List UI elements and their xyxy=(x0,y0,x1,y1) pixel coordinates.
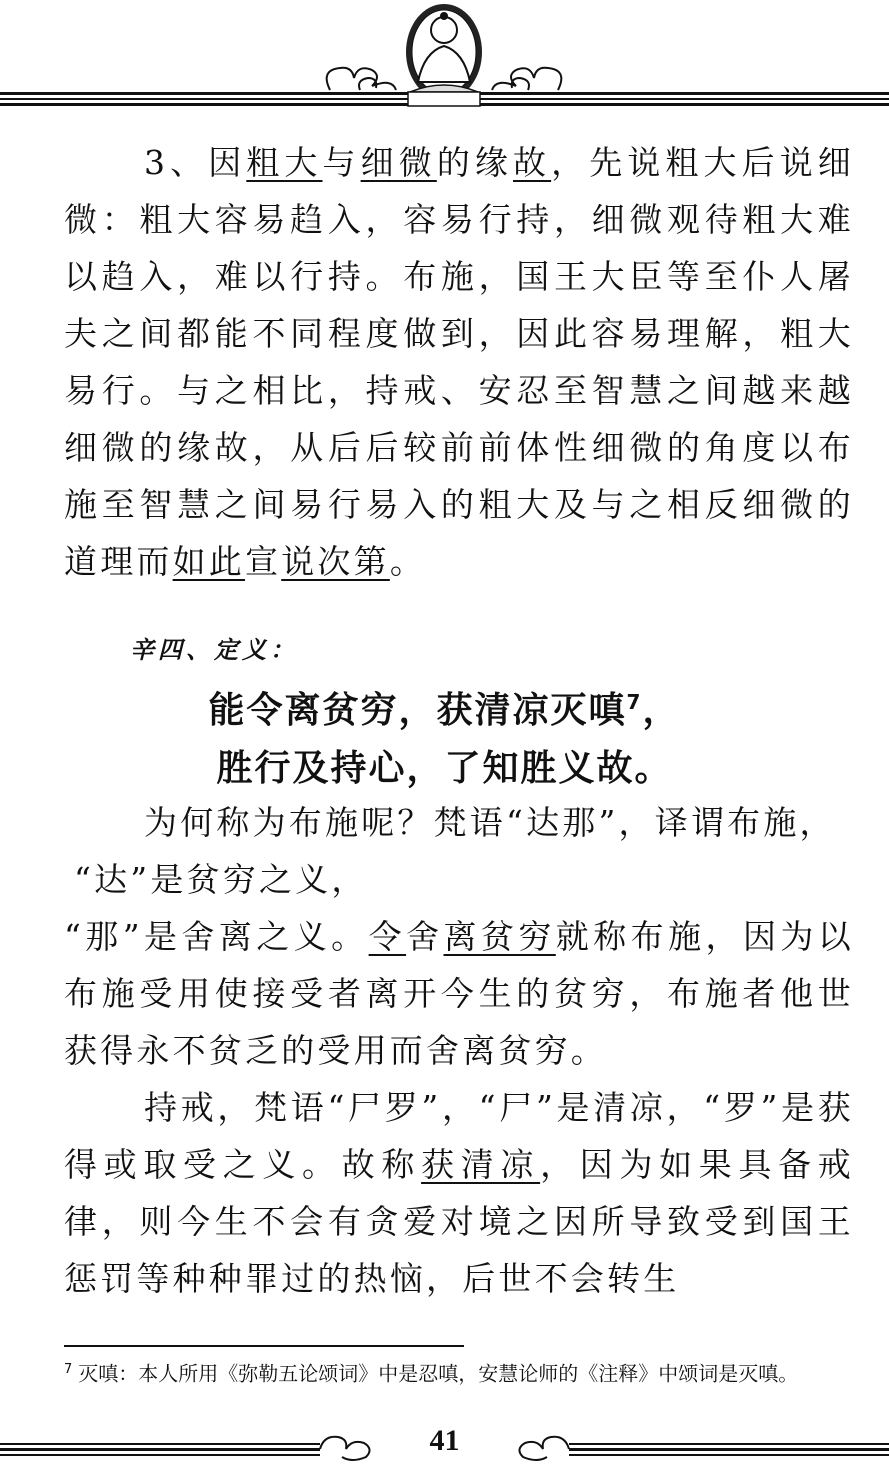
footnote-mark: 7 xyxy=(64,1362,73,1377)
text-run: 持戒，梵语“尸罗”，“尸”是清凉，“罗”是获得或取受之义。故称 xyxy=(64,1088,854,1184)
main-text-continued xyxy=(64,794,854,1307)
underlined-text: 细微 xyxy=(360,143,437,182)
buddha-image xyxy=(406,4,482,106)
underlined-text: 离贫穷 xyxy=(443,917,556,956)
verse-line-1 xyxy=(0,682,889,733)
header-ornament xyxy=(0,0,889,112)
verse-line-2: 胜行及持心，了知胜义故。 xyxy=(216,748,673,789)
underlined-text: 令 xyxy=(368,917,407,956)
text-run: 与 xyxy=(322,143,361,182)
text-run: 。 xyxy=(389,542,427,581)
footnote xyxy=(64,1355,854,1389)
text-run: 的缘 xyxy=(436,143,514,182)
verse-text: ， xyxy=(642,690,681,731)
paragraph-2-line-2: “达”是贫穷之义， xyxy=(74,860,368,899)
text-run: ，因为如果具备戒律，则今生不会有贪爱对境之因所导致受到国王惩罚等种种罪过的热恼，后世不会转生 xyxy=(64,1145,854,1298)
underlined-text: 说次第 xyxy=(281,542,390,581)
underlined-text: 粗大 xyxy=(246,143,323,182)
text-run: “那”是舍离之义。 xyxy=(64,917,369,956)
verse-text: 能令离贫穷，获清凉灭嗔 xyxy=(208,690,627,731)
text-run: 舍 xyxy=(406,917,444,956)
underlined-text: 故 xyxy=(513,143,552,182)
text-run: 宣 xyxy=(245,542,282,581)
paragraph-2 xyxy=(64,908,854,1079)
paragraph-1 xyxy=(64,134,854,590)
footnote-reference[interactable]: 7 xyxy=(626,690,643,714)
section-heading: 辛四、定义： xyxy=(130,636,298,664)
footnote-text: 灭嗔：本人所用《弥勒五论颂词》中是忍嗔，安慧论师的《注释》中颂词是灭嗔。 xyxy=(78,1361,799,1386)
right-cloud-ornament xyxy=(492,68,561,90)
paragraph-2-line-1: 为何称为布施呢？梵语“达那”，译谓布施， xyxy=(144,803,836,842)
text-run: 就称布施，因为以布施受用使接受者离开今生的贫穷，布施者他世获得永不贫乏的受用而舍离贫穷。 xyxy=(64,917,855,1070)
underlined-text: 获清凉 xyxy=(421,1145,541,1184)
text-run: 3、因 xyxy=(144,143,247,182)
paragraph-3 xyxy=(64,1079,854,1307)
left-cloud-ornament xyxy=(327,68,396,90)
footnote-divider xyxy=(64,1345,464,1347)
underlined-text: 如此 xyxy=(172,542,246,581)
page-number: 41 xyxy=(429,1424,460,1457)
main-text xyxy=(64,134,854,590)
text-run: ，先说粗大后说细微：粗大容易趋入，容易行持，细微观待粗大难以趋入，难以行持。布施，国王大臣等至仆人屠夫之间都能不同程度做到，因此容易理解，粗大易行。与之相比，持戒、安忍至智慧之间越来越细微的缘故，从后后较前前体性细微的角度以布施至智慧之间易行易入的粗大及与之相反细微的道理而 xyxy=(64,143,855,581)
